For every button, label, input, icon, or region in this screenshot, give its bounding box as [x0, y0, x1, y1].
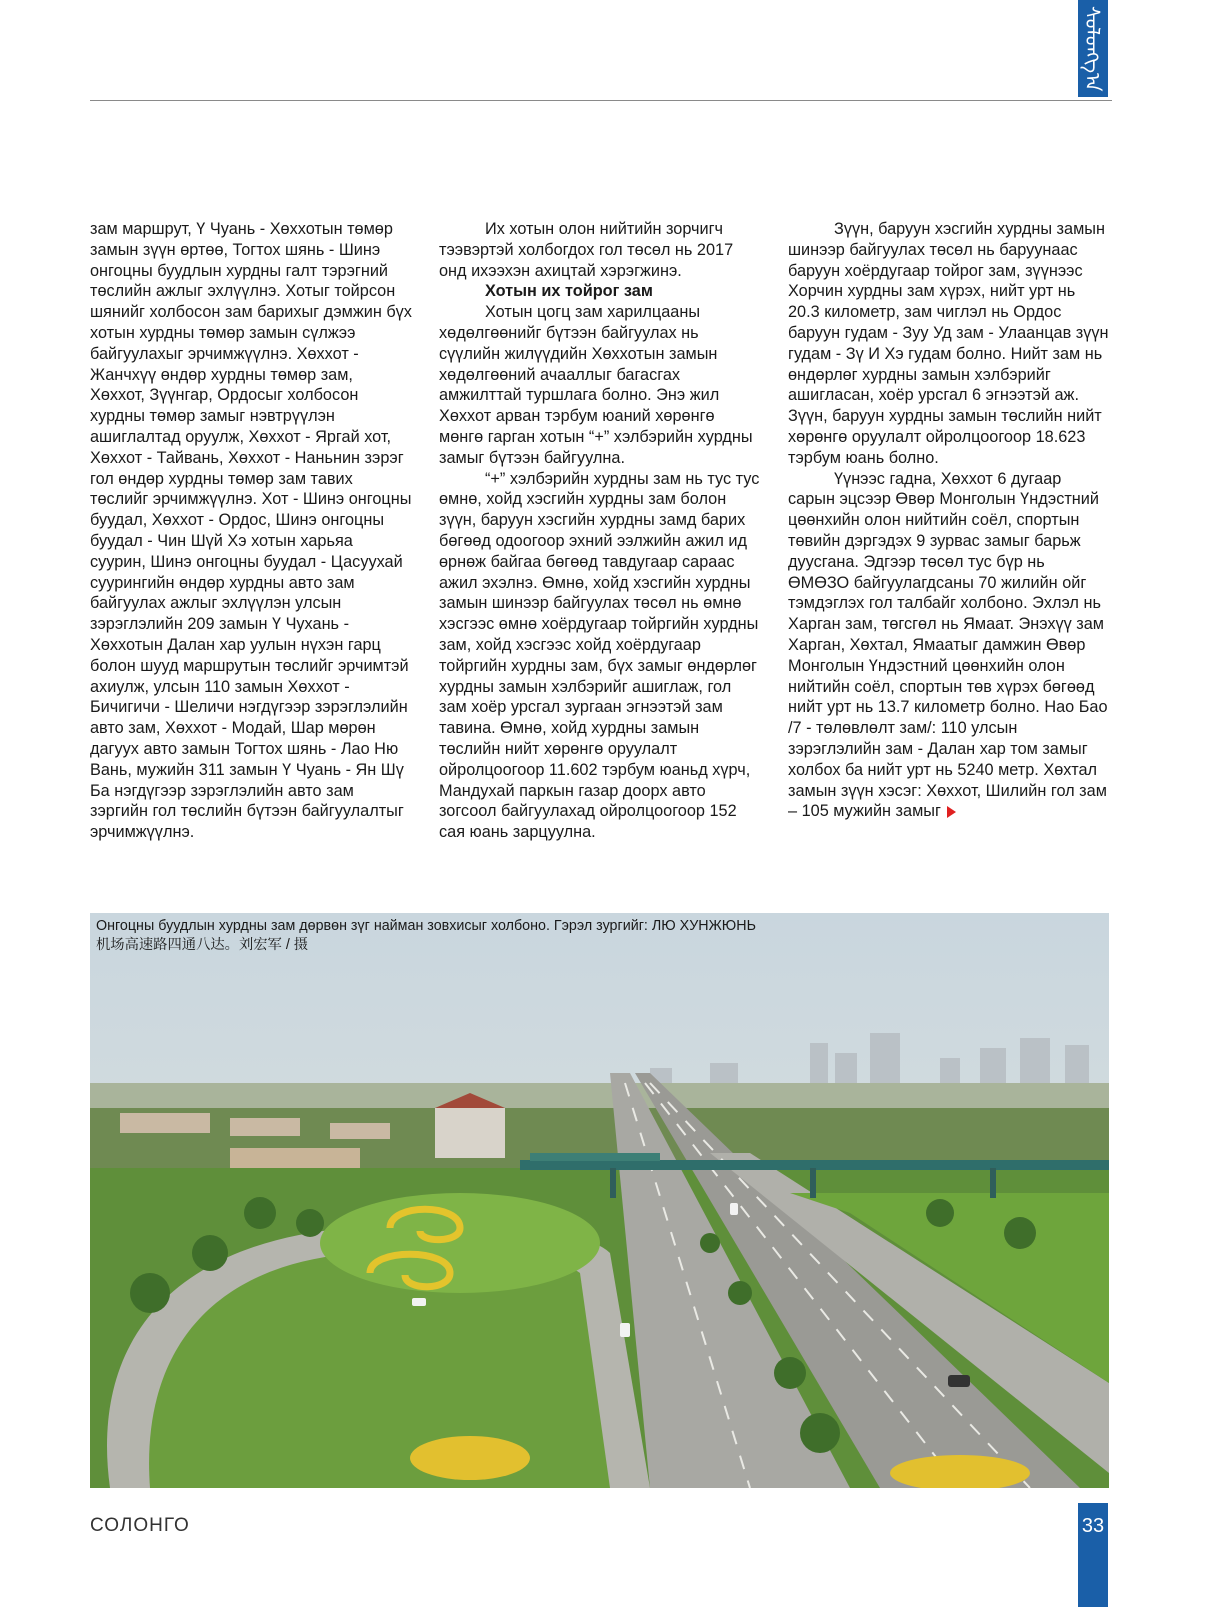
- header-divider: [90, 100, 1112, 101]
- paragraph: Хотын цогц зам харилцааны хөдөлгөөнийг бүтээн байгуулах нь сүүлийн жилүүдийн Хөххотын замын хөдөлгөөний ачааллыг багасгах амжилттай туршлага болно. Энэ жил Хөххот арван тэрбум юаний хөрөнгө мөнгө гарган хотын “+” хэлбэрийн хурдны замыг бүтээн байгуулна.: [439, 303, 753, 467]
- paragraph: Зүүн, баруун хэсгийн хурдны замын шинээр байгуулах төсөл нь баруунаас баруун хоёрдугаар тойрог зам, зүүнээс Хорчин хурдны зам хүрэх, нийт урт нь 20.3 километр, зам чиглэл нь Ордос баруун гудам - Зуу Уд зам - Улаанцав зүүн гудам - Зү И Хэ гудам болно. Нийт зам нь өндөрлөг хурдны замын хэлбэрийг ашигласан, хоёр урсгал 6 эгнээтэй аж. Зүүн, баруун хурдны замын төслийн нийт хөрөнгө оруулалт ойролцоогоор 18.623 тэрбум юань болно.: [788, 220, 1109, 467]
- article-body: [90, 219, 1112, 843]
- column-3: [788, 219, 1110, 843]
- continue-arrow-icon: [947, 806, 956, 818]
- caption-mongolian: Онгоцны буудлын хурдны зам дөрвөн зүг найман зовхисыг холбоно. Гэрэл зургийг: ЛЮ ХУНЖЮНЬ: [96, 918, 756, 934]
- column-1: [90, 219, 412, 843]
- paragraph: Их хотын олон нийтийн зорчигч тээвэртэй холбогдох гол төсөл нь 2017 онд ихээхэн ахицтай хэрэгжинэ.: [439, 220, 734, 280]
- paragraph: “+” хэлбэрийн хурдны зам нь тус тус өмнө, хойд хэсгийн хурдны зам болон зүүн, баруун хэсгийн хурдны замд барих бөгөөд одоогоор эхний ээлжийн ажил ид өрнөж байгаа бөгөөд тавдугаар сараас ажил эхэлнэ. Өмнө, хойд хэсгийн хурдны замын шинээр байгуулах төсөл нь өмнө хэсгээс өмнө хоёрдугаар тойргийн хурдны зам, хойд хэсгээс хойд хоёрдугаар тойргийн хурдны зам, бүх замыг өндөрлөг хурдны замын хэлбэрийг ашиглаж, гол зам хоёр урсгал зургаан эгнээтэй зам тавина. Өмнө, хойд хурдны замын төслийн нийт хөрөнгө оруулалт ойролцоогоор 11.602 тэрбум юаньд хүрч, Мандухай паркын газар доорх авто зогсоол байгуулахад ойролцоогоор 152 сая юань зарцуулна.: [439, 469, 760, 842]
- paragraph-text: Үүнээс гадна, Хөххот 6 дугаар сарын эцсээр Өвөр Монголын Үндэстний цөөнхийн олон нийтийн соёл, спортын төвийн дэргэдэх 9 зурвас замыг барьж дуусгана. Эдгээр төсөл тус бүр нь ӨМӨЗО байгуулагдсаны 70 жилийн ойг тэмдэглэх гол талбайг холбоно. Эхлэл нь Харган зам, төгсгөл нь Ямаат. Энэхүү зам Харган, Хөхтал, Ямаатыг дамжин Өвөр Монголын Үндэстний цөөнхийн олон нийтийн соёл, спортын төв хүрэх бөгөөд нийт урт нь 13.7 километр болно. Нао Бао /7 - төлөвлөлт зам/: 110 улсын зэрэглэлийн зам - Далан хар том замыг холбох ба нийт урт нь 5240 метр. Хөхтал замын зүүн хэсэг: Хөххот, Шилийн гол зам – 105 мужийн замыг: [788, 469, 1108, 821]
- caption-chinese: 机场高速路四通八达。刘宏军 / 摄: [96, 937, 309, 953]
- highway-photo: [90, 913, 1109, 1488]
- magazine-name: СОЛОНГО: [90, 1515, 190, 1536]
- column-2: [439, 219, 761, 843]
- photo-caption: [96, 917, 756, 955]
- page-number: 33: [1078, 1503, 1108, 1607]
- paragraph: [788, 469, 1110, 823]
- paragraph: зам маршрут, Ү Чуань - Хөххотын төмөр замын зүүн өртөө, Тогтох шянь - Шинэ онгоцны буудлын хурдны галт тэрэгний төслийн ажлыг эхлүүлнэ. Хотыг тойрсон шянийг холбосон зам барихыг дэмжин бүх хотын хурдны төмөр замын сүлжээ байгуулахыг эрчимжүүлнэ. Хөххот - Жанчхүү өндөр хурдны төмөр зам, Хөххот, Зүүнгар, Ордосыг холбосон хурдны төмөр замыг нэвтрүүлэн ашиглалтад оруулж, Хөххот - Яргай хот, Хөххот - Тайвань, Хөххот - Наньнин зэрэг гол өндөр хурдны төмөр зам тавих төслийг эрчимжүүлнэ. Хот - Шинэ онгоцны буудал, Хөххот - Ордос, Шинэ онгоцны буудал - Чин Шүй Хэ хотын харьяа суурин, Шинэ онгоцны буудал - Цасуухай суурингийн өндөр хурдны авто зам байгуулах ажлыг эхлүүлэн улсын зэрэглэлийн 209 замын Ү Чухань - Хөххотын Далан хар уулын нүхэн гарц болон шууд маршрутын төслийг эрчимтэй ахиулж, улсын 110 замын Хөххот - Бичигичи - Шеличи нэгдүгээр зэрэглэлийн авто зам, Хөххот - Модай, Шар мөрөн дагуух авто замын Тогтох шянь - Лао Ню Вань, мужийн 311 замын Ү Чуань - Ян Шү Ба нэгдүгээр зэрэглэлийн авто зам зэргийн гол төслийн бүтээн байгуулалтыг эрчимжүүлнэ.: [90, 220, 412, 842]
- aerial-highway-illustration: [90, 913, 1109, 1488]
- mongolian-script-title: ᠰᠣᠯᠣᠩᠭ᠎ᠠ: [1080, 5, 1105, 92]
- section-tab: [1078, 0, 1108, 97]
- section-heading: Хотын их тойрог зам: [485, 282, 653, 301]
